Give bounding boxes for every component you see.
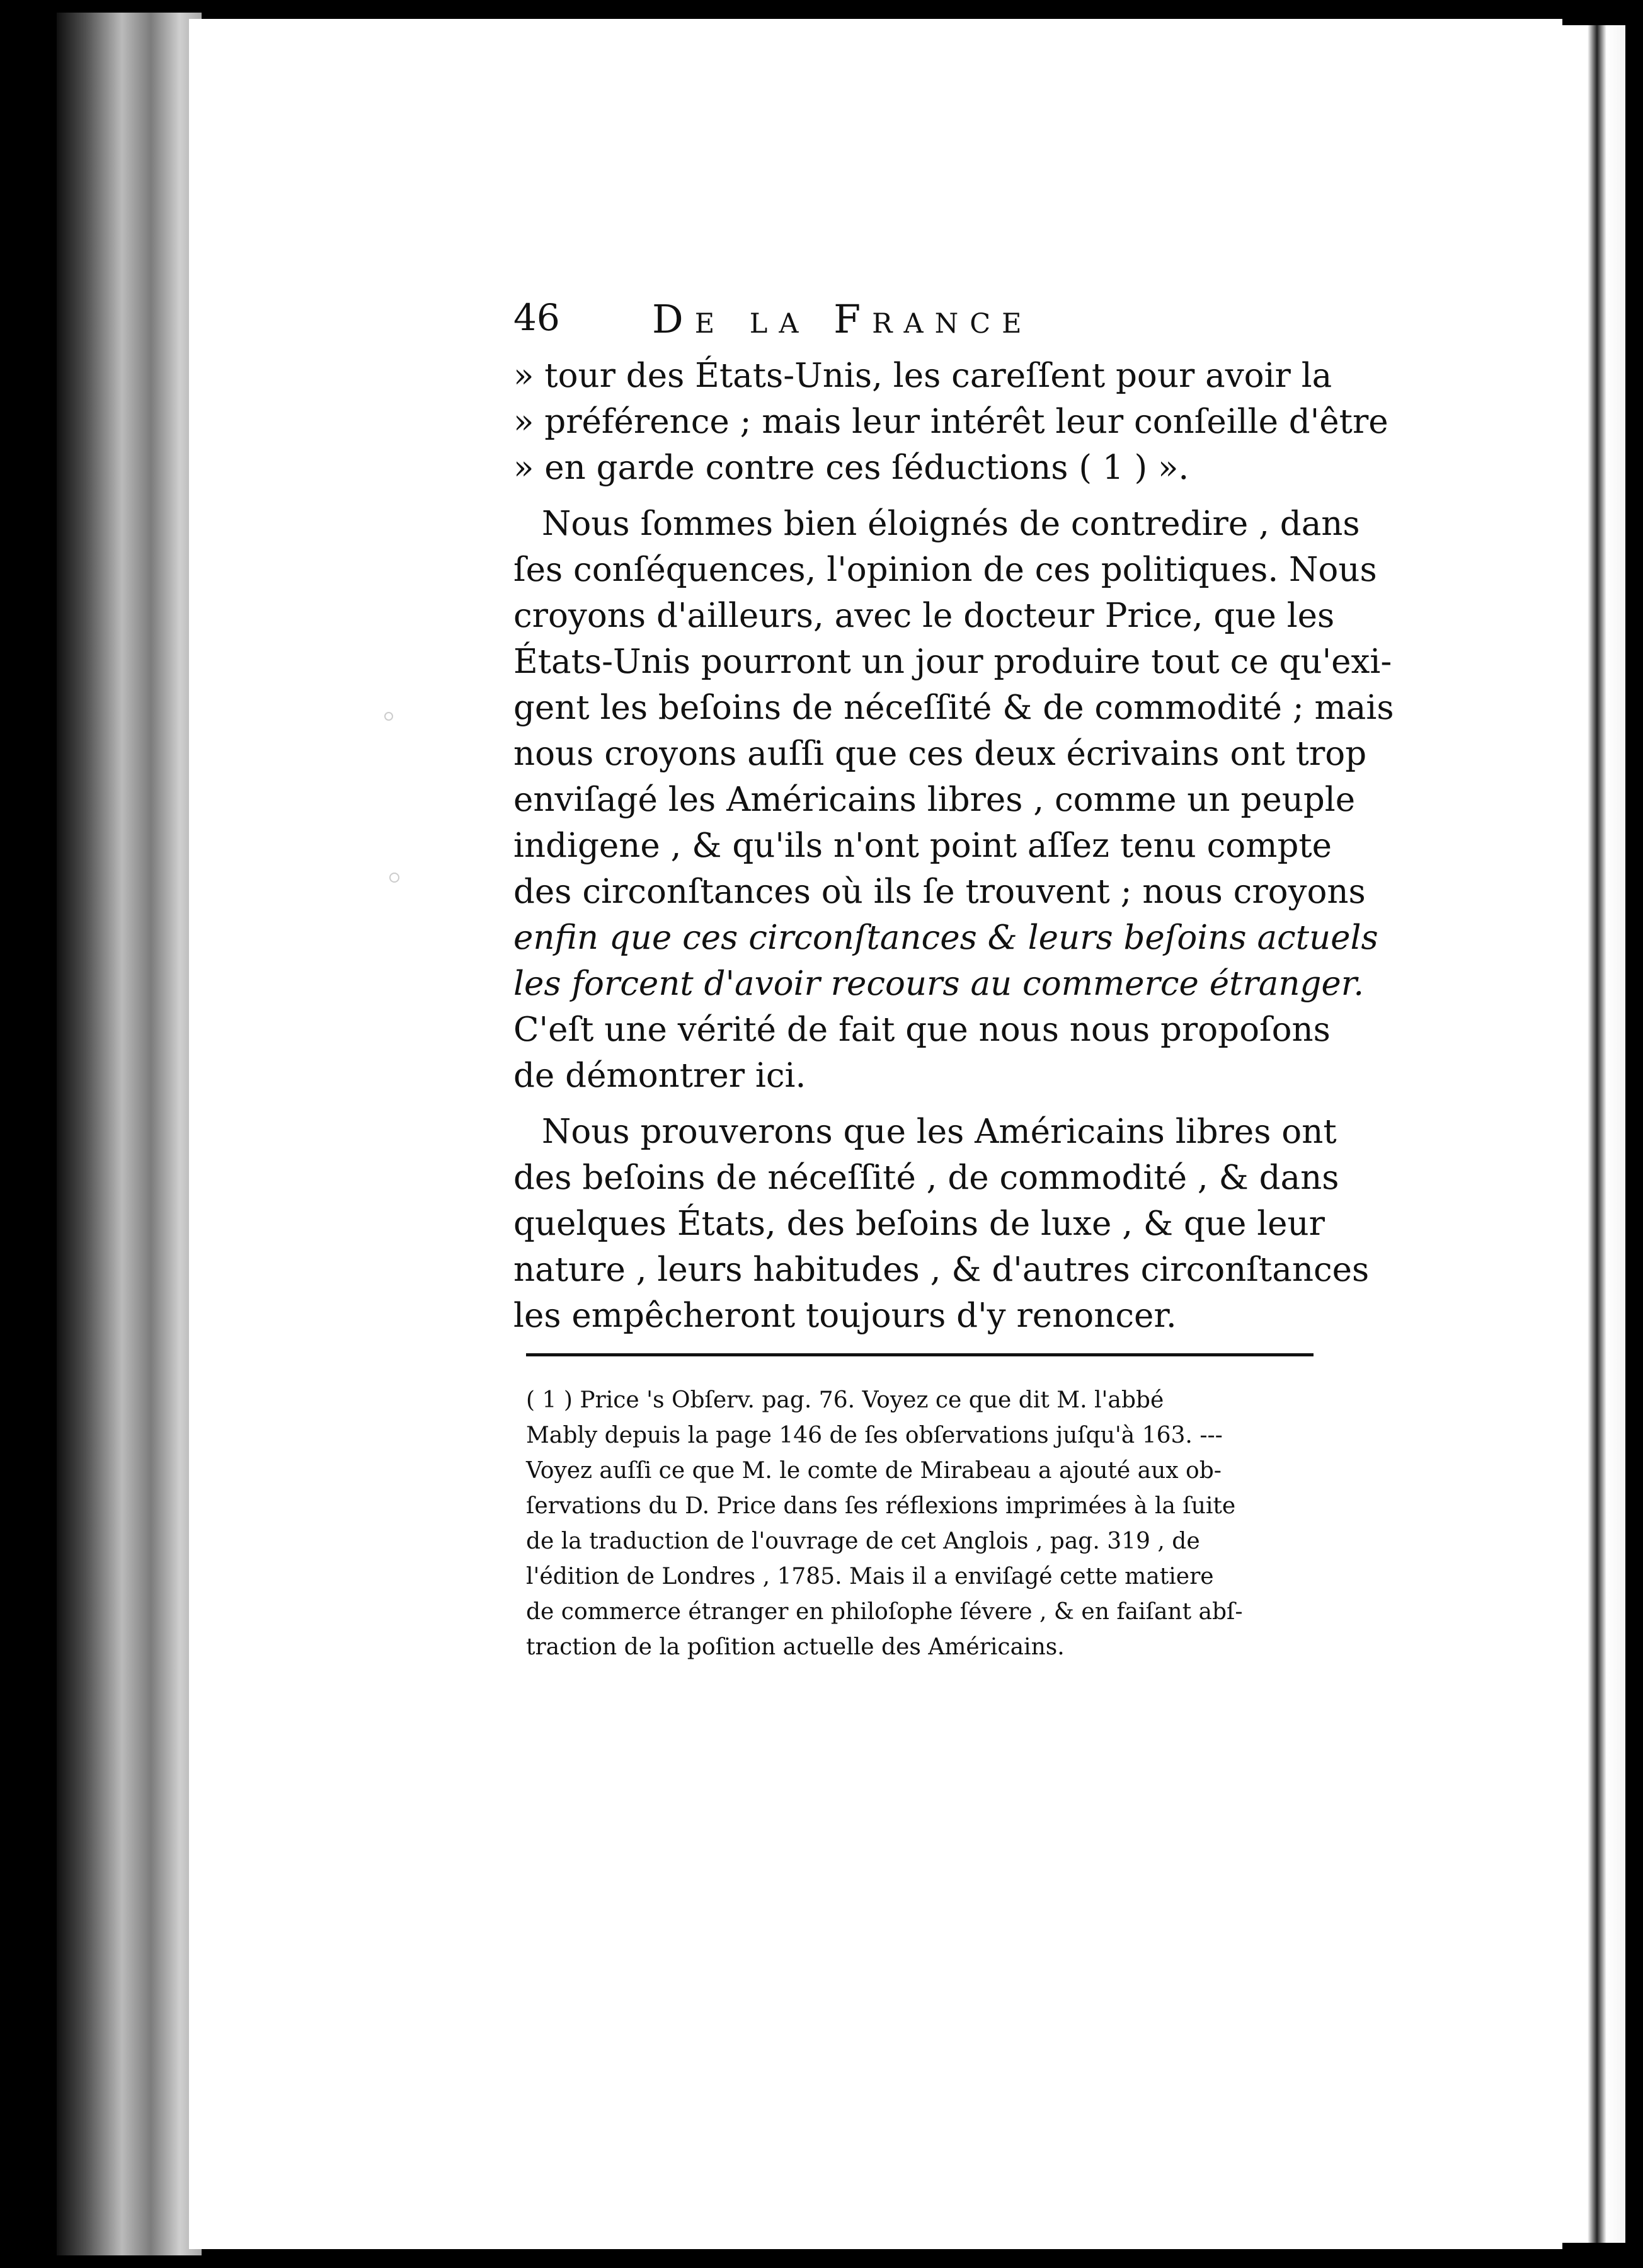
body-line: indigene , & qu'ils n'ont point aſſez tenu compte (513, 827, 1332, 865)
body-line: » tour des États-Unis, les careſſent pour avoir la (513, 357, 1332, 395)
body-line: Nous prouverons que les Américains libres ont (542, 1113, 1337, 1151)
footnote-line: de commerce étranger en philoſophe ſévere , & en faiſant abſ- (526, 1599, 1243, 1625)
body-text (513, 353, 1394, 1339)
body-line: enviſagé les Américains libres , comme un peuple (513, 781, 1356, 819)
page-header (513, 296, 1307, 353)
paper-speck (389, 873, 399, 883)
body-line: C'eſt une vérité de fait que nous nous propoſons (513, 1011, 1331, 1049)
body-line: gent les beſoins de néceſſité & de commodité ; mais (513, 689, 1394, 727)
footnote-divider (526, 1353, 1314, 1356)
body-line: les forcent d'avoir recours au commerce étranger. (513, 965, 1365, 1003)
book-binding-edge (57, 13, 202, 2255)
footnote-line: traction de la poſition actuelle des Américains. (526, 1634, 1065, 1660)
footnote-line: de la traduction de l'ouvrage de cet Anglois , pag. 319 , de (526, 1528, 1200, 1554)
body-line: » en garde contre ces ſéductions ( 1 ) ». (513, 449, 1189, 487)
body-line: les empêcheront toujours d'y renoncer. (513, 1297, 1177, 1335)
body-line: nature , leurs habitudes , & d'autres circonſtances (513, 1251, 1370, 1289)
paper-speck (384, 712, 393, 721)
body-line: États-Unis pourront un jour produire tout ce qu'exi- (513, 643, 1392, 681)
page-text (513, 296, 1394, 1339)
body-line: des beſoins de néceſſité , de commodité , & dans (513, 1159, 1339, 1197)
body-line: nous croyons auſſi que ces deux écrivains ont trop (513, 735, 1367, 773)
running-title: De la France (652, 296, 1033, 342)
body-line: de démontrer ici. (513, 1057, 806, 1095)
page-number: 46 (513, 296, 560, 339)
body-line: » préférence ; mais leur intérêt leur conſeille d'être (513, 403, 1388, 441)
body-line: ſes conſéquences, l'opinion de ces politiques. Nous (513, 551, 1377, 589)
body-line: Nous ſommes bien éloignés de contredire , dans (542, 505, 1360, 543)
body-line: croyons d'ailleurs, avec le docteur Price, que les (513, 597, 1335, 635)
footnote-line: l'édition de Londres , 1785. Mais il a enviſagé cette matiere (526, 1564, 1214, 1589)
footnote-line: ſervations du D. Price dans ſes réflexions imprimées à la ſuite (526, 1493, 1236, 1519)
next-page-edge (1562, 25, 1625, 2243)
footnote-line: Voyez auſſi ce que M. le comte de Mirabeau a ajouté aux ob- (526, 1458, 1222, 1484)
footnote (526, 1383, 1314, 1665)
body-line: des circonſtances où ils ſe trouvent ; nous croyons (513, 873, 1366, 911)
footnote-line: Mably depuis la page 146 de ſes obſervations juſqu'à 163. --- (526, 1423, 1223, 1448)
footnote-line: ( 1 ) Price 's Obſerv. pag. 76. Voyez ce que dit M. l'abbé (526, 1387, 1164, 1413)
body-line: quelques États, des beſoins de luxe , & que leur (513, 1205, 1325, 1243)
body-line: enfin que ces circonſtances & leurs beſoins actuels (513, 919, 1378, 957)
